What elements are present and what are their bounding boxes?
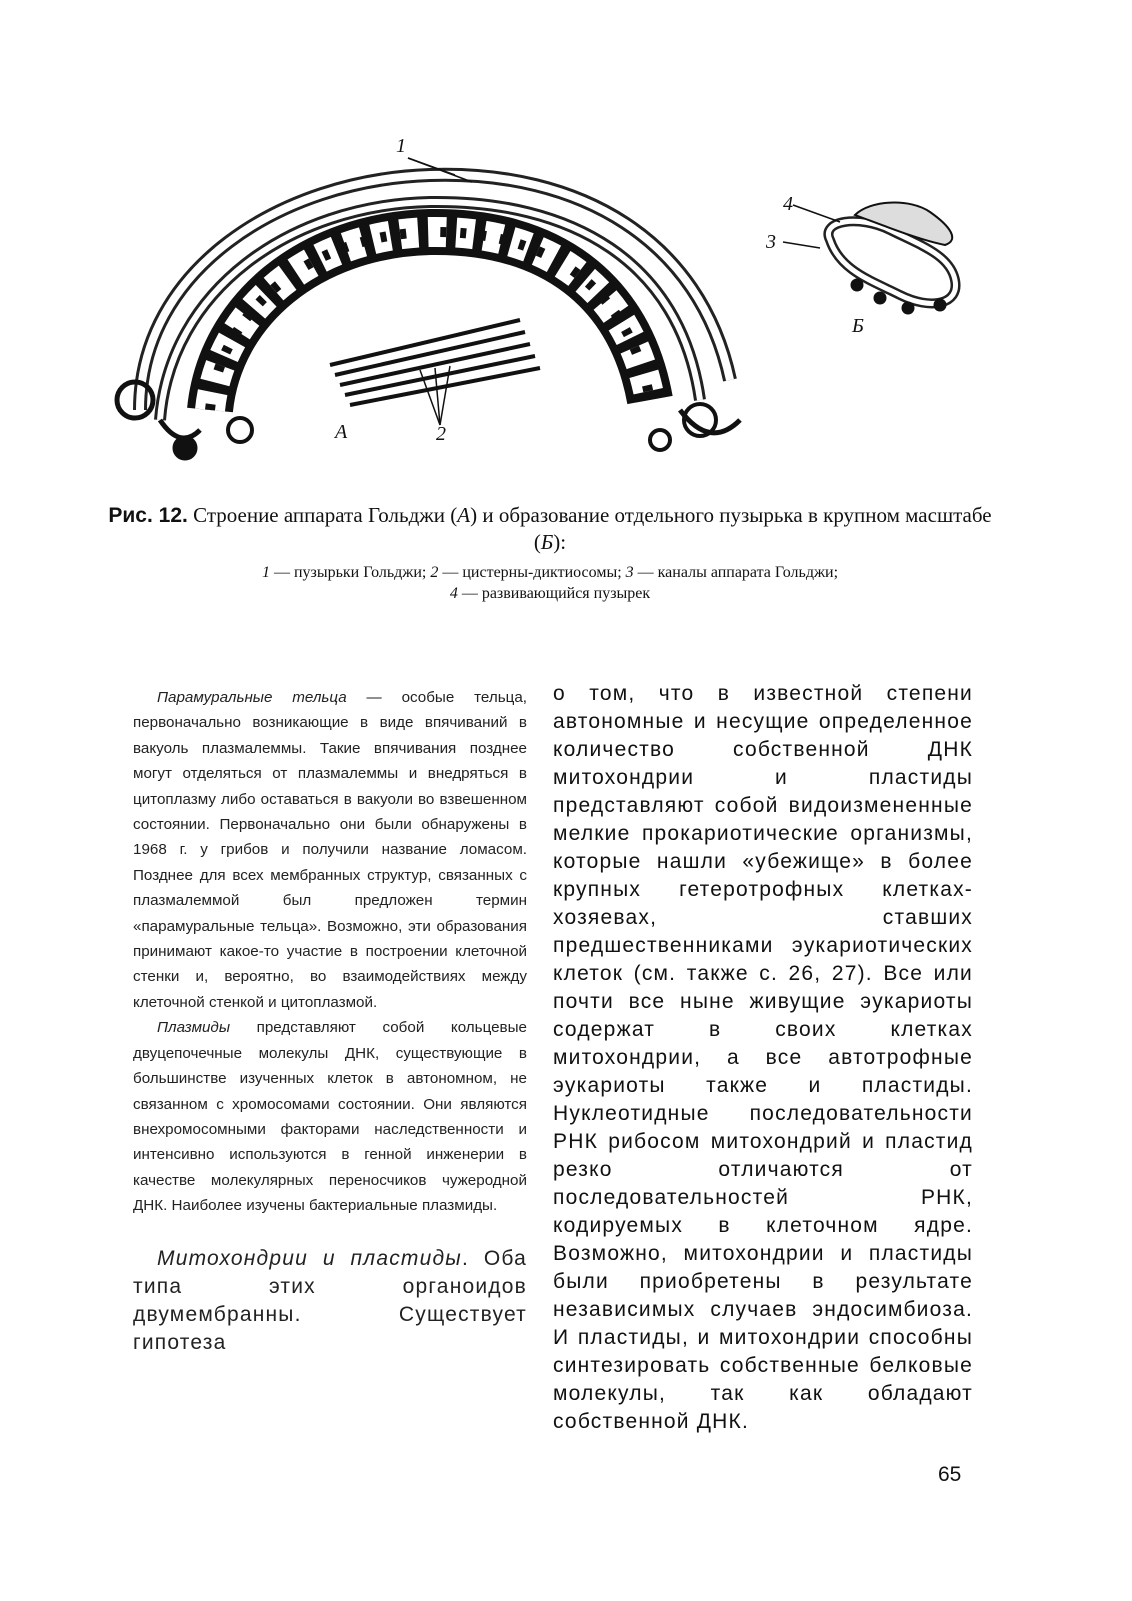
caption-text-2: ) и образование отдельного пузырька в крупном масштабе ( bbox=[470, 503, 992, 554]
legend-1-num: 1 bbox=[261, 564, 270, 581]
caption-a: А bbox=[457, 503, 471, 527]
legend-4: — развивающийся пузырек bbox=[457, 585, 651, 602]
legend-3-num: 3 bbox=[625, 564, 634, 581]
paragraph-plasmids bbox=[133, 1015, 527, 1218]
paragraph-mitochondria bbox=[133, 1245, 527, 1357]
legend-2-num: 2 bbox=[430, 564, 439, 581]
legend-4-num: 4 bbox=[449, 585, 458, 602]
label-3: 3 bbox=[766, 231, 776, 253]
left-column bbox=[133, 685, 527, 1357]
paragraph-paramural bbox=[133, 685, 527, 1015]
term-paramural: Парамуральные тельца bbox=[157, 689, 347, 706]
label-4: 4 bbox=[783, 193, 793, 215]
golgi-illustration bbox=[100, 120, 1000, 500]
label-2: 2 bbox=[436, 423, 446, 445]
label-a: А bbox=[335, 421, 348, 443]
label-1: 1 bbox=[396, 135, 406, 157]
caption-text-1: Строение аппарата Гольджи ( bbox=[187, 503, 458, 527]
legend-2: — цистерны-диктиосомы; bbox=[438, 564, 626, 581]
text-mitochondria: . Оба типа этих органоидов двумембранны. Существует гипотеза bbox=[133, 1246, 527, 1354]
golgi-figure bbox=[100, 120, 1000, 500]
caption-b: Б bbox=[540, 530, 554, 554]
paragraph-hypothesis: о том, что в известной степени автономные и несущие определенное количество собственной ДНК митохондрии и пластиды представляют собой видоизмененные мелкие прокариотические организмы, которые нашли «убежище» в более крупных гетеротрофных клетках-хозяевах, ставших предшественниками эукариотических клеток (см. также с. 26, 27). Все или почти все ныне живущие эукариоты содержат в своих клетках митохондрии, а все автотрофные эукариоты также и пластиды. Нуклеотидные последовательности РНК рибосом митохондрий и пластид резко отличаются от последовательностей РНК, кодируемых в клеточном ядре. Возможно, митохондрии и пластиды были приобретены в результате независимых случаев эндосимбиоза. И пластиды, и митохондрии способны синтезировать собственные белковые молекулы, так как обладают собственной ДНК. bbox=[553, 682, 973, 1433]
text-paramural: — особые тельца, первоначально возникающие в виде впячиваний в вакуоль плазмалеммы. Такие впячивания позднее могут отделяться от плазмалеммы и внедряться в цитоплазму либо оставаться в вакуоли во взвешенном состоянии. Первоначально они были обнаружены в 1968 г. у грибов и получили название ломасом. Позднее для всех мембранных структур, связанных с плазмалеммой был предложен термин «парамуральные тельца». Возможно, эти образования принимают какое-то участие в построении клеточной стенки и, вероятно, во взаимодействиях между клеточной стенкой и цитоплазмой. bbox=[133, 689, 527, 1011]
figure-caption bbox=[100, 502, 1000, 604]
caption-legend bbox=[100, 562, 1000, 604]
term-mitochondria: Митохондрии и пластиды bbox=[157, 1246, 462, 1270]
legend-1: — пузырьки Гольджи; bbox=[269, 564, 431, 581]
golgi-apparatus-drawing bbox=[117, 158, 740, 458]
caption-prefix: Рис. 12. bbox=[108, 504, 188, 527]
label-b: Б bbox=[852, 315, 864, 337]
text-plasmids: представляют собой кольцевые двуцепочечные молекулы ДНК, существующие в большинстве изученных клеток в автономном, не связанном с хромосомами состоянии. Они являются внехромосомными факторами наследственности и интенсивно используются в генной инженерии в качестве молекулярных переносчиков чужеродной ДНК. Наиболее изучены бактериальные плазмиды. bbox=[133, 1019, 527, 1215]
term-plasmids: Плазмиды bbox=[157, 1019, 231, 1037]
right-column bbox=[553, 680, 973, 1436]
page-number: 65 bbox=[938, 1463, 962, 1486]
caption-main bbox=[100, 502, 1000, 556]
caption-text-3: ): bbox=[553, 530, 567, 554]
legend-3: — каналы аппарата Гольджи; bbox=[633, 564, 839, 581]
vesicle-formation-drawing bbox=[783, 203, 956, 313]
